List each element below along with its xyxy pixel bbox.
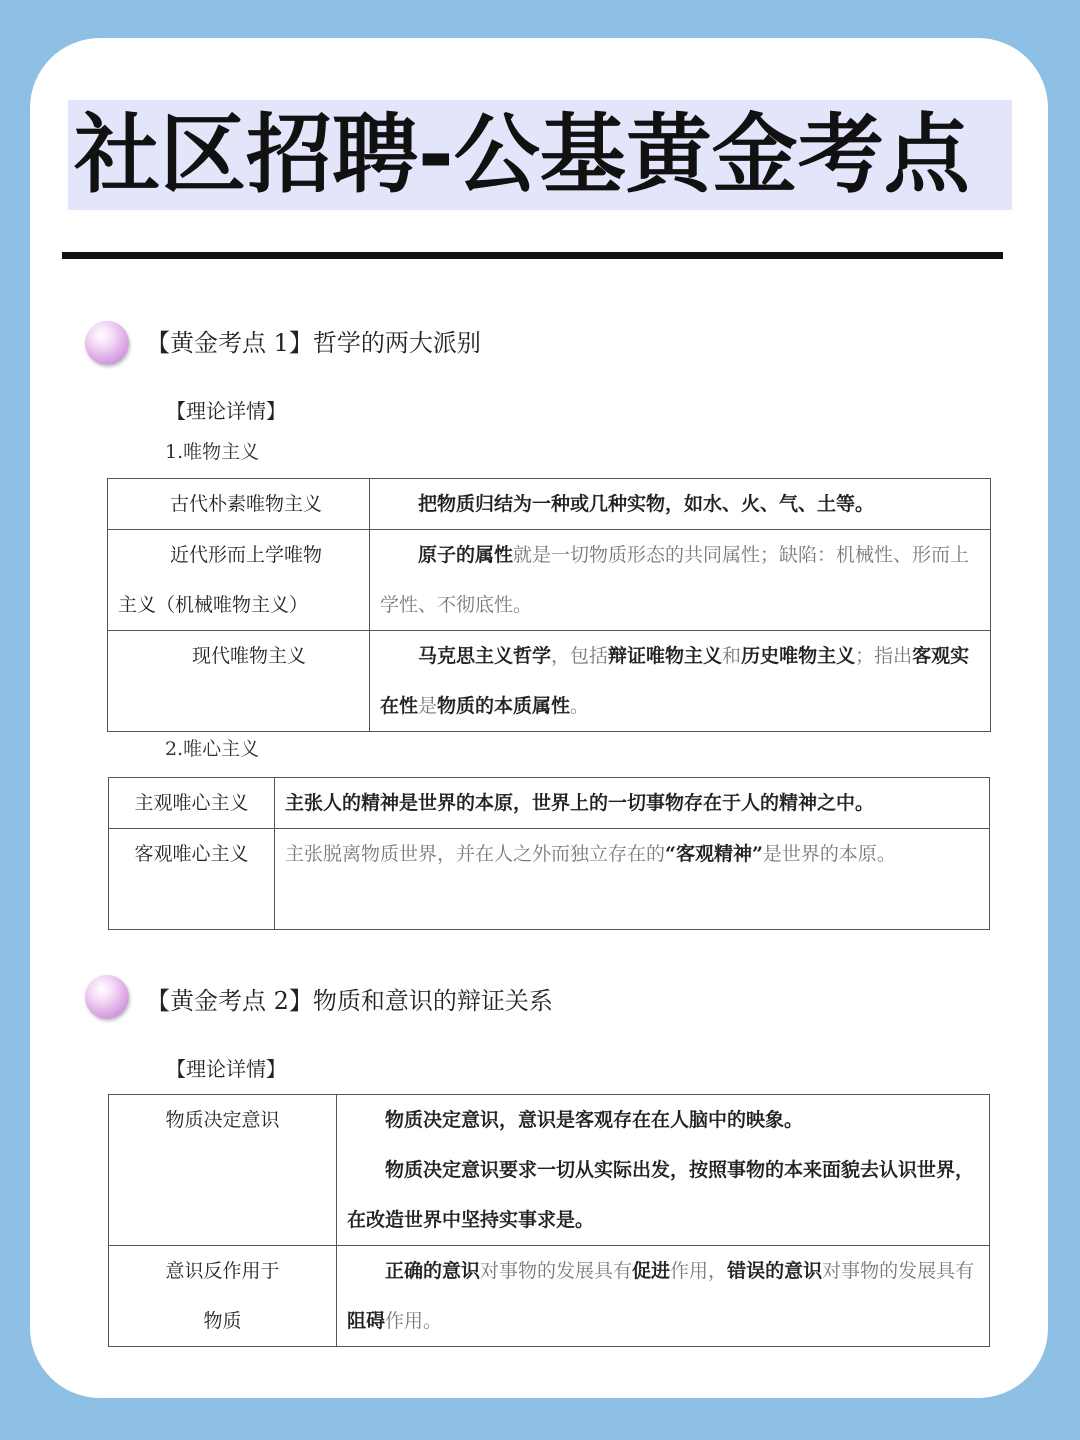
table-cell (109, 829, 275, 930)
table-cell (108, 479, 370, 530)
row-description-bold: 正确的意识 (385, 1260, 481, 1282)
section1-heading: 【黄金考点 1】哲学的两大派别 (146, 329, 481, 357)
row-description: 把物质归结为一种或几种实物，如水、火、气、土等。 (418, 493, 875, 515)
row-description-bold: 历史唯物主义 (741, 645, 856, 667)
row-description: ，包括 (551, 645, 609, 667)
page-title: 社区招聘-公基黄金考点 (74, 105, 970, 205)
section2-theory-label: 【理论详情】 (166, 1057, 286, 1081)
row-description-bold: 客观实在性 (380, 645, 970, 717)
row-description-bold: 辩证唯物主义 (608, 645, 723, 667)
table-row (109, 778, 990, 829)
table-cell (370, 631, 991, 732)
row-description: ；指出 (855, 645, 913, 667)
row-term: 主观唯心主义 (134, 792, 249, 814)
row-description: 。 (570, 695, 590, 717)
row-term: 古代朴素唯物主义 (170, 493, 323, 515)
row-description: 物质决定意识要求一切从实际出发，按照事物的本来面貌去认识世界，在改造世界中坚持实事求是。 (347, 1159, 975, 1231)
idealism-label: 2.唯心主义 (165, 738, 260, 760)
row-description-bold: 原子的属性 (418, 544, 514, 566)
row-description-bold: 阻碍 (347, 1310, 386, 1332)
title-divider (62, 252, 1003, 259)
table-row (109, 1246, 990, 1347)
table-cell (108, 530, 370, 631)
section1-theory-label: 【理论详情】 (166, 399, 286, 423)
row-term: 意识反作用于 (165, 1260, 280, 1282)
table-cell (109, 1095, 337, 1246)
row-description-bold: “客观精神” (665, 843, 763, 865)
matter-consciousness-table (108, 1094, 990, 1347)
row-description-bold: 物质的本质属性 (437, 695, 571, 717)
row-description-bold: 马克思主义哲学 (418, 645, 552, 667)
table-cell (109, 1246, 337, 1347)
table-row (108, 631, 991, 732)
row-term: 现代唯物主义 (192, 645, 307, 667)
table-cell (370, 479, 991, 530)
table-cell (337, 1095, 990, 1246)
row-description: 对事物的发展具有 (822, 1260, 975, 1282)
row-description: 作用。 (385, 1310, 443, 1332)
table-row (109, 829, 990, 930)
row-description: 对事物的发展具有 (480, 1260, 633, 1282)
table-cell (108, 631, 370, 732)
section2-heading: 【黄金考点 2】物质和意识的辩证关系 (146, 987, 553, 1015)
content-card (30, 38, 1048, 1398)
row-term: 主义（机械唯物主义） (118, 594, 309, 616)
row-description: 主张人的精神是世界的本原，世界上的一切事物存在于人的精神之中。 (285, 792, 875, 814)
table-cell (275, 829, 990, 930)
table-row (109, 1095, 990, 1246)
row-term: 物质决定意识 (165, 1109, 280, 1131)
table-cell (109, 778, 275, 829)
row-description: 就是一切物质形态的共同属性；缺陷：机械性、形而上学性、不彻底性。 (380, 544, 970, 616)
row-description: 作用， (670, 1260, 728, 1282)
table-cell (275, 778, 990, 829)
row-term: 近代形而上学唯物 (170, 544, 323, 566)
materialism-table (107, 478, 991, 732)
pink-sphere-bullet-icon (85, 321, 129, 365)
table-row (108, 530, 991, 631)
row-description: 是 (418, 695, 438, 717)
pink-sphere-bullet-icon (85, 975, 129, 1019)
row-term: 物质 (203, 1310, 242, 1332)
row-term: 客观唯心主义 (134, 843, 249, 865)
table-cell (337, 1246, 990, 1347)
row-description: 和 (722, 645, 742, 667)
materialism-label: 1.唯物主义 (165, 441, 260, 463)
row-description: 物质决定意识，意识是客观存在在人脑中的映象。 (385, 1109, 804, 1131)
row-description-bold: 错误的意识 (727, 1260, 823, 1282)
table-row (108, 479, 991, 530)
row-description: 主张脱离物质世界，并在人之外而独立存在的 (285, 843, 666, 865)
table-cell (370, 530, 991, 631)
row-description-bold: 促进 (632, 1260, 671, 1282)
row-description: 是世界的本原。 (762, 843, 896, 865)
idealism-table (108, 777, 990, 930)
